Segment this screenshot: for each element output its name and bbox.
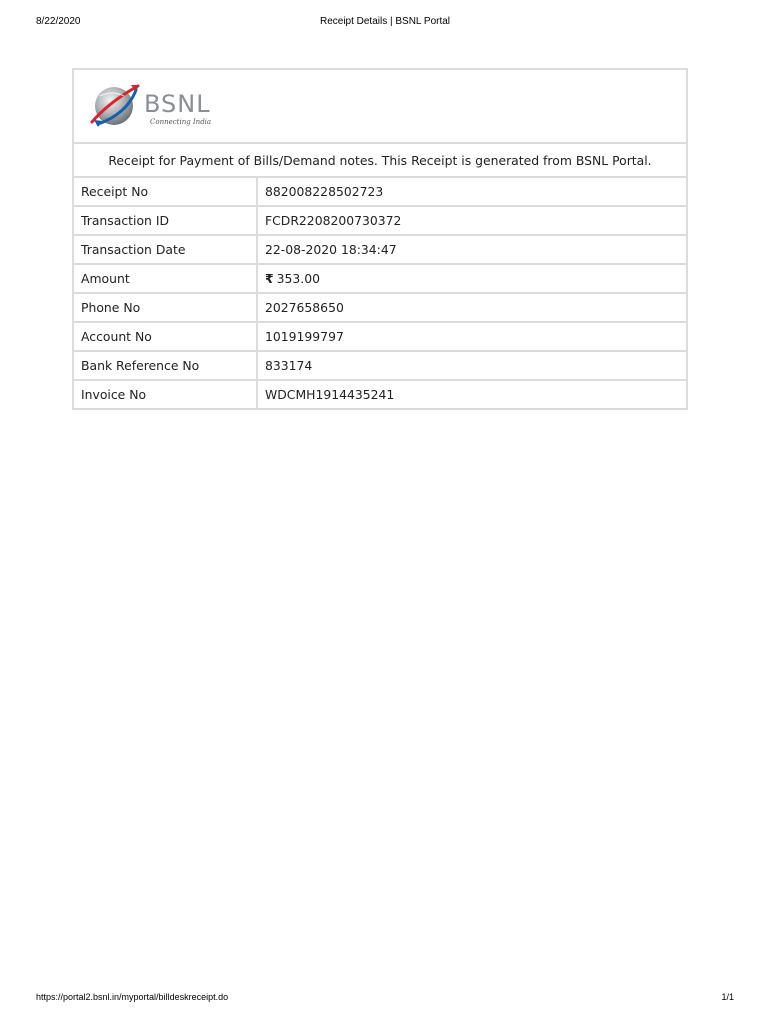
print-footer xyxy=(36,992,734,1006)
amount-value: 353.00 xyxy=(276,271,320,286)
print-header xyxy=(36,16,734,30)
transaction-id-label: Transaction ID xyxy=(73,206,257,235)
print-date: 8/22/2020 xyxy=(36,16,81,27)
table-row-account-no xyxy=(73,322,687,351)
logo-tagline-text: Connecting India xyxy=(150,118,212,126)
account-no-label: Account No xyxy=(73,322,257,351)
account-no-value: 1019199797 xyxy=(257,322,687,351)
table-row-transaction-date xyxy=(73,235,687,264)
table-row-phone-no xyxy=(73,293,687,322)
transaction-date-value: 22-08-2020 18:34:47 xyxy=(257,235,687,264)
receipt-no-value: 882008228502723 xyxy=(257,177,687,206)
table-row-receipt-no xyxy=(73,177,687,206)
logo-cell xyxy=(73,69,687,143)
logo-row xyxy=(73,69,687,143)
bank-reference-no-value: 833174 xyxy=(257,351,687,380)
table-row-invoice-no xyxy=(73,380,687,409)
page-url: https://portal2.bsnl.in/myportal/billdeskreceipt.do xyxy=(36,992,229,1002)
transaction-id-value: FCDR2208200730372 xyxy=(257,206,687,235)
bsnl-logo xyxy=(86,78,226,134)
table-row-transaction-id xyxy=(73,206,687,235)
page-number: 1/1 xyxy=(721,992,734,1002)
receipt-caption: Receipt for Payment of Bills/Demand notes. This Receipt is generated from BSNL Portal. xyxy=(73,143,687,177)
rupee-icon: ₹ xyxy=(265,271,274,286)
bsnl-globe-logo-icon xyxy=(86,78,222,134)
print-page-title: Receipt Details | BSNL Portal xyxy=(319,16,451,27)
receipt-no-label: Receipt No xyxy=(73,177,257,206)
logo-brand-text: BSNL xyxy=(144,90,211,118)
invoice-no-value: WDCMH1914435241 xyxy=(257,380,687,409)
transaction-date-label: Transaction Date xyxy=(73,235,257,264)
receipt-table xyxy=(72,68,688,410)
invoice-no-label: Invoice No xyxy=(73,380,257,409)
table-row-amount xyxy=(73,264,687,293)
amount-label: Amount xyxy=(73,264,257,293)
phone-no-value: 2027658650 xyxy=(257,293,687,322)
bank-reference-no-label: Bank Reference No xyxy=(73,351,257,380)
amount-cell xyxy=(257,264,687,293)
table-row-bank-reference-no xyxy=(73,351,687,380)
caption-row xyxy=(73,143,687,177)
phone-no-label: Phone No xyxy=(73,293,257,322)
